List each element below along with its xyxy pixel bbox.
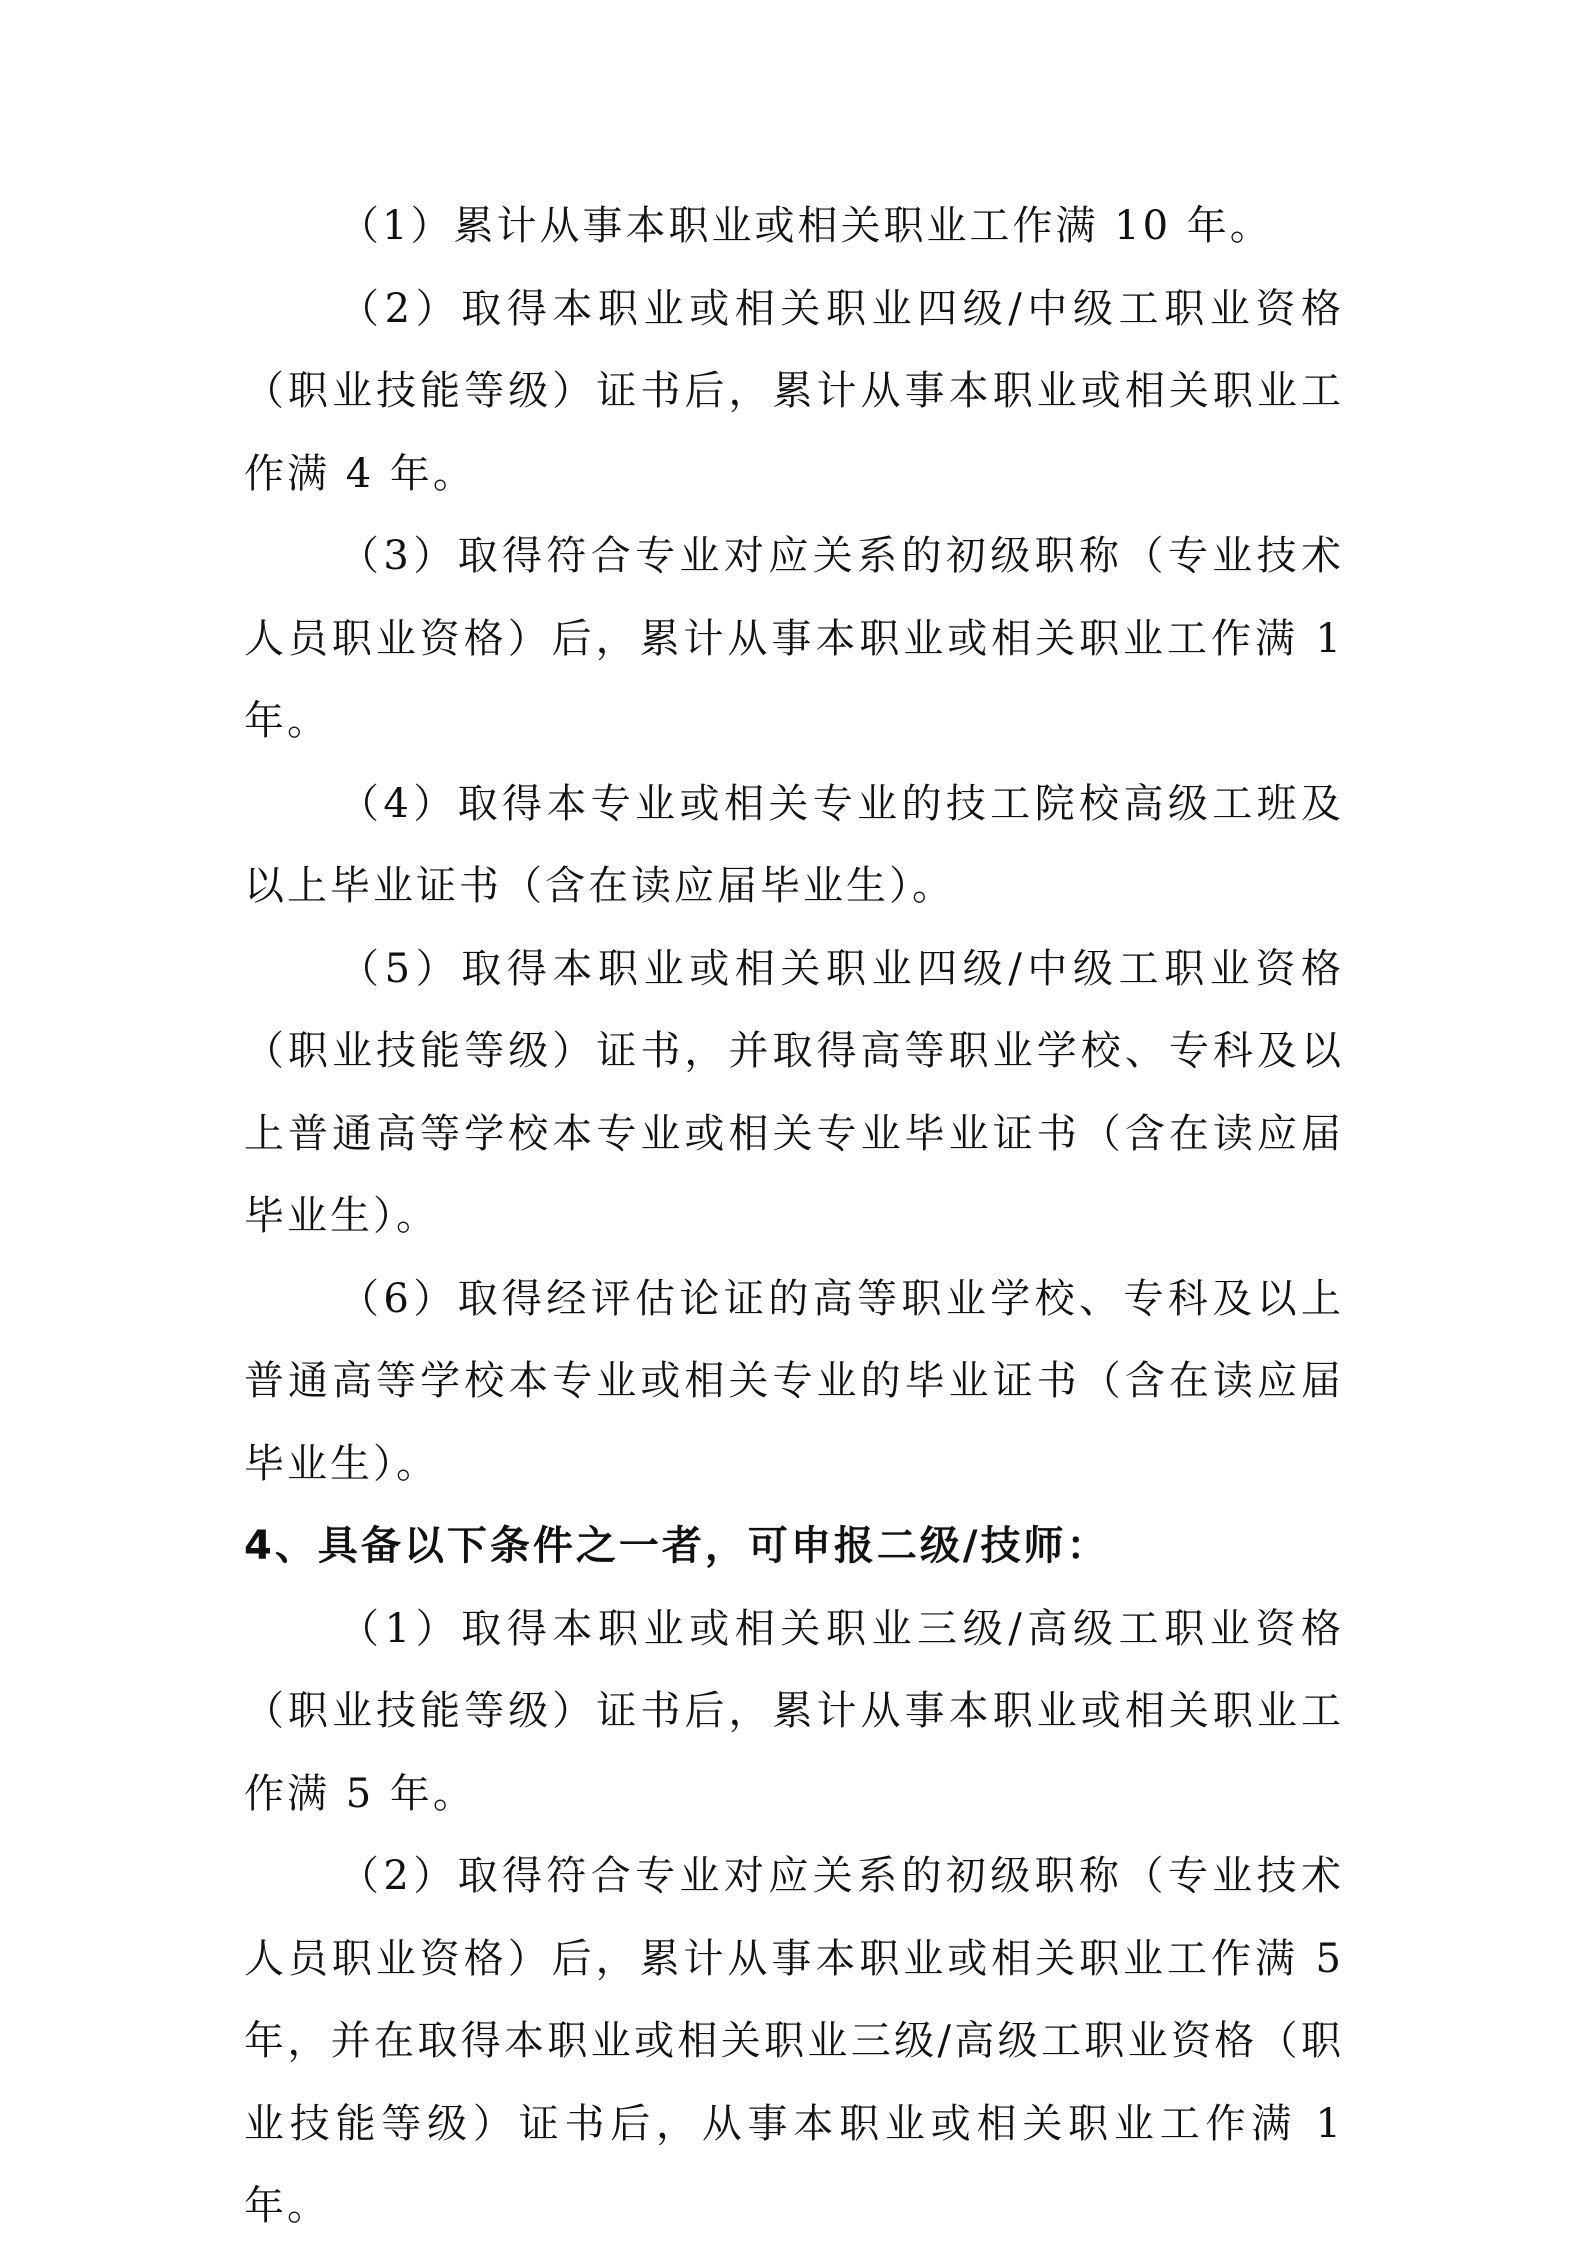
technician-requirement-item-1: （1）取得本职业或相关职业三级/高级工职业资格（职业技能等级）证书后，累计从事本职业或相关职业工作满 5 年。 [244, 1605, 1344, 1817]
requirement-item-1: （1）累计从事本职业或相关职业工作满 10 年。 [339, 203, 1273, 249]
requirement-item-3: （3）取得符合专业对应关系的初级职称（专业技术人员职业资格）后，累计从事本职业或相关职业工作满 1 年。 [244, 533, 1344, 744]
technician-requirement-item-2: （2）取得符合专业对应关系的初级职称（专业技术人员职业资格）后，累计从事本职业或相关职业工作满 5 年，并在取得本职业或相关职业三级/高级工职业资格（职业技能等级）证书后，从事本职业或相关职业工作满 1 年。 [244, 1853, 1344, 2229]
requirement-item-4: （4）取得本专业或相关专业的技工院校高级工班及以上毕业证书（含在读应届毕业生）。 [244, 780, 1344, 909]
requirement-item-2: （2）取得本职业或相关职业四级/中级工职业资格（职业技能等级）证书后，累计从事本职业或相关职业工作满 4 年。 [244, 285, 1344, 497]
document-body [244, 185, 1344, 2248]
requirement-item-6: （6）取得经评估论证的高等职业学校、专科及以上普通高等学校本专业或相关专业的毕业证书（含在读应届毕业生）。 [244, 1275, 1344, 1487]
requirement-item-5: （5）取得本职业或相关职业四级/中级工职业资格（职业技能等级）证书，并取得高等职业学校、专科及以上普通高等学校本专业或相关专业毕业证书（含在读应届毕业生）。 [244, 945, 1344, 1239]
section-heading-technician: 4、具备以下条件之一者，可申报二级/技师： [244, 1523, 1110, 1569]
